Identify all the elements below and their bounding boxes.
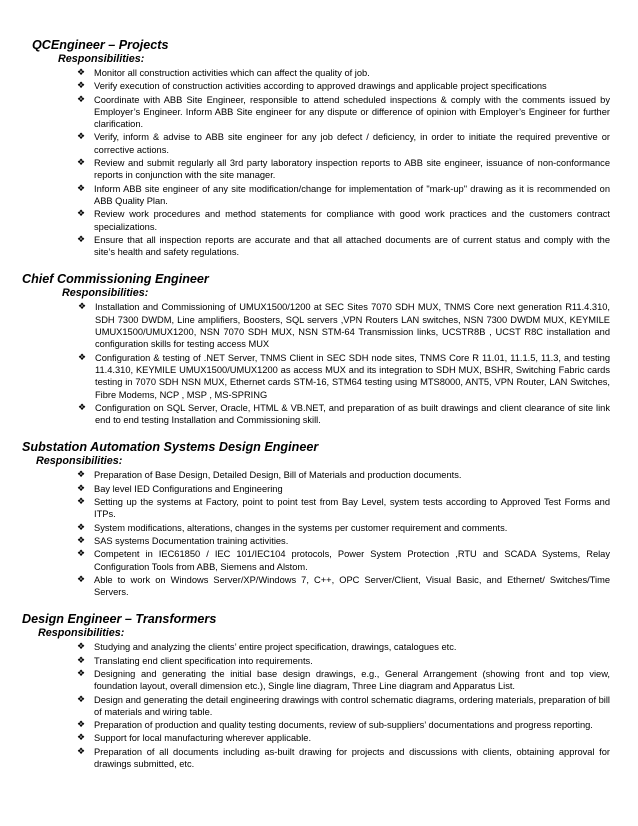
diamond-bullet-icon: ❖ — [77, 668, 86, 679]
responsibilities-list — [77, 641, 610, 770]
responsibilities-label: Responsibilities: — [38, 627, 125, 640]
responsibilities-list — [77, 67, 610, 258]
diamond-bullet-icon: ❖ — [77, 694, 86, 705]
list-item: ❖ Verify execution of construction activities according to approved drawings and applicable project specifications — [77, 81, 547, 92]
diamond-bullet-icon: ❖ — [77, 183, 86, 194]
diamond-bullet-icon: ❖ — [77, 733, 86, 744]
diamond-bullet-icon: ❖ — [77, 522, 86, 533]
list-item: ❖ Installation and Commissioning of UMUX1500/1200 at SEC Sites 7070 SDH MUX, TNMS Core next generation R11.4.310, SDH 7300 DWDM, Line amplifiers, Boosters, SQL servers ,VPN Routers LAN switches, NSN 7300 DWDM MUX, KEYMILE UMUX1500/UMUX1200, NSN 7070 SDH MUX, NSN STM-64 Transmission links, UCSTR8B , UCST R8C installation and configuration skills for testing access MUX — [78, 302, 610, 350]
list-item: ❖ Verify, inform & advise to ABB site engineer for any job defect / deficiency, in order to initiate the required preventive or corrective actions. — [77, 132, 610, 155]
diamond-bullet-icon: ❖ — [78, 352, 87, 363]
diamond-bullet-icon: ❖ — [77, 209, 86, 220]
list-item: ❖ Translating end client specification into requirements. — [77, 655, 313, 666]
list-item: ❖ Bay level IED Configurations and Engineering — [77, 483, 283, 494]
list-item: ❖ Support for local manufacturing wherever applicable. — [77, 733, 312, 744]
responsibilities-label: Responsibilities: — [36, 455, 123, 468]
diamond-bullet-icon: ❖ — [77, 94, 86, 105]
list-item: ❖ Competent in IEC61850 / IEC 101/IEC104 protocols, Power System Protection ,RTU and SCADA Systems, Relay Configuration Tools from ABB, Siemens and Alstom. — [77, 549, 610, 572]
list-item: ❖ Preparation of all documents including as-built drawing for projects and discussions with clients, obtaining approval for drawings submitted, etc. — [77, 746, 610, 770]
responsibilities-label: Responsibilities: — [62, 287, 149, 300]
section-title: QCEngineer – Projects — [32, 38, 169, 52]
list-item: ❖ Setting up the systems at Factory, point to point test from Bay Level, system tests according to Approved Test Forms and ITPs. — [77, 497, 610, 520]
list-item: ❖ SAS systems Documentation training activities. — [77, 535, 289, 546]
section-title: Chief Commissioning Engineer — [22, 272, 209, 287]
diamond-bullet-icon: ❖ — [77, 158, 86, 169]
list-item: ❖ Preparation of production and quality testing documents, review of sub-suppliers’ documentations and progress reporting. — [77, 720, 593, 731]
diamond-bullet-icon: ❖ — [77, 497, 86, 508]
list-item: ❖ Configuration on SQL Server, Oracle, HTML & VB.NET, and preparation of as built drawings and client clearance of site link end to end testing Installation and Commissioning skill. — [78, 402, 610, 426]
diamond-bullet-icon: ❖ — [77, 234, 86, 245]
section-title: Substation Automation Systems Design Engineer — [22, 440, 319, 455]
section-chief-commissioning — [22, 272, 610, 426]
diamond-bullet-icon: ❖ — [77, 68, 86, 78]
list-item: ❖ Design and generating the detail engineering drawings with control schematic diagrams, ordering materials, preparation of bill of materials and wiring table. — [77, 694, 610, 717]
list-item: ❖ Studying and analyzing the clients’ entire project specification, drawings, catalogues etc. — [77, 642, 457, 653]
diamond-bullet-icon: ❖ — [77, 655, 86, 666]
list-item: ❖ Designing and generating the initial base design drawings, e.g., General Arrangement (showing front and top view, foundation layout, overall dimension etc.), Single line diagram, Three Line diagram and Apparatus List. — [77, 668, 610, 692]
diamond-bullet-icon: ❖ — [77, 81, 86, 92]
section-sas-design — [22, 440, 610, 598]
diamond-bullet-icon: ❖ — [77, 535, 86, 546]
section-qc-engineer — [22, 38, 610, 258]
diamond-bullet-icon: ❖ — [77, 549, 86, 560]
list-item: ❖ Able to work on Windows Server/XP/Windows 7, C++, OPC Server/Client, Visual Basic, and Ethernet/ Switches/Time Servers. — [77, 574, 610, 598]
list-item: ❖ Coordinate with ABB Site Engineer, responsible to attend scheduled inspections & comply with the comments issued by Employer’s Engineer. Inform ABB Site engineer for any dispute or difference of opinion with Employer’s Engineer for further clarification. — [77, 94, 610, 130]
list-item: ❖ Ensure that all inspection reports are accurate and that all attached documents are of current status and comply with the site’s health and safety regulations. — [77, 234, 610, 258]
list-item: ❖ Configuration & testing of .NET Server, TNMS Client in SEC SDH node sites, TNMS Core R 11.01, 11.1.5, 11.3, and testing 11.4.310, KEYMILE UMUX1500/UMUX1200 as access MUX and its integration to SDH MUX, BSHR, Switching Fabric cards testing in 7070 SDH NSN MUX, Ethernet cards STM-16, STM64 testing using MTS8000, ANT5, VPN Router, LAN Switches, Fibre Modems, NCP , MSP , MS-SPRING — [78, 352, 610, 400]
diamond-bullet-icon: ❖ — [77, 746, 86, 757]
list-item: ❖ Inform ABB site engineer of any site modification/change for implementation of "mark-up" drawing as it is recommended on ABB Quality Plan. — [77, 183, 610, 206]
list-item: ❖ Monitor all construction activities which can affect the quality of job. — [77, 68, 370, 78]
diamond-bullet-icon: ❖ — [77, 470, 86, 481]
list-item: ❖ System modifications, alterations, changes in the systems per customer requirement and comments. — [77, 522, 508, 533]
diamond-bullet-icon: ❖ — [77, 574, 86, 585]
diamond-bullet-icon: ❖ — [77, 720, 86, 731]
diamond-bullet-icon: ❖ — [77, 642, 86, 653]
diamond-bullet-icon: ❖ — [78, 302, 87, 313]
diamond-bullet-icon: ❖ — [77, 132, 86, 143]
list-item: ❖ Preparation of Base Design, Detailed Design, Bill of Materials and production documents. — [77, 470, 462, 481]
section-transformer-design — [22, 612, 610, 770]
responsibilities-list — [78, 301, 610, 426]
diamond-bullet-icon: ❖ — [78, 402, 87, 413]
list-item: ❖ Review work procedures and method statements for compliance with good work practices and the customers contract specializations. — [77, 209, 610, 232]
responsibilities-list — [77, 469, 610, 598]
list-item: ❖ Review and submit regularly all 3rd party laboratory inspection reports to ABB site engineer, issuance of non-conformance reports in conjunction with the site manager. — [77, 158, 610, 181]
section-title: Design Engineer – Transformers — [22, 612, 217, 627]
diamond-bullet-icon: ❖ — [77, 483, 86, 494]
responsibilities-label: Responsibilities: — [58, 53, 145, 65]
